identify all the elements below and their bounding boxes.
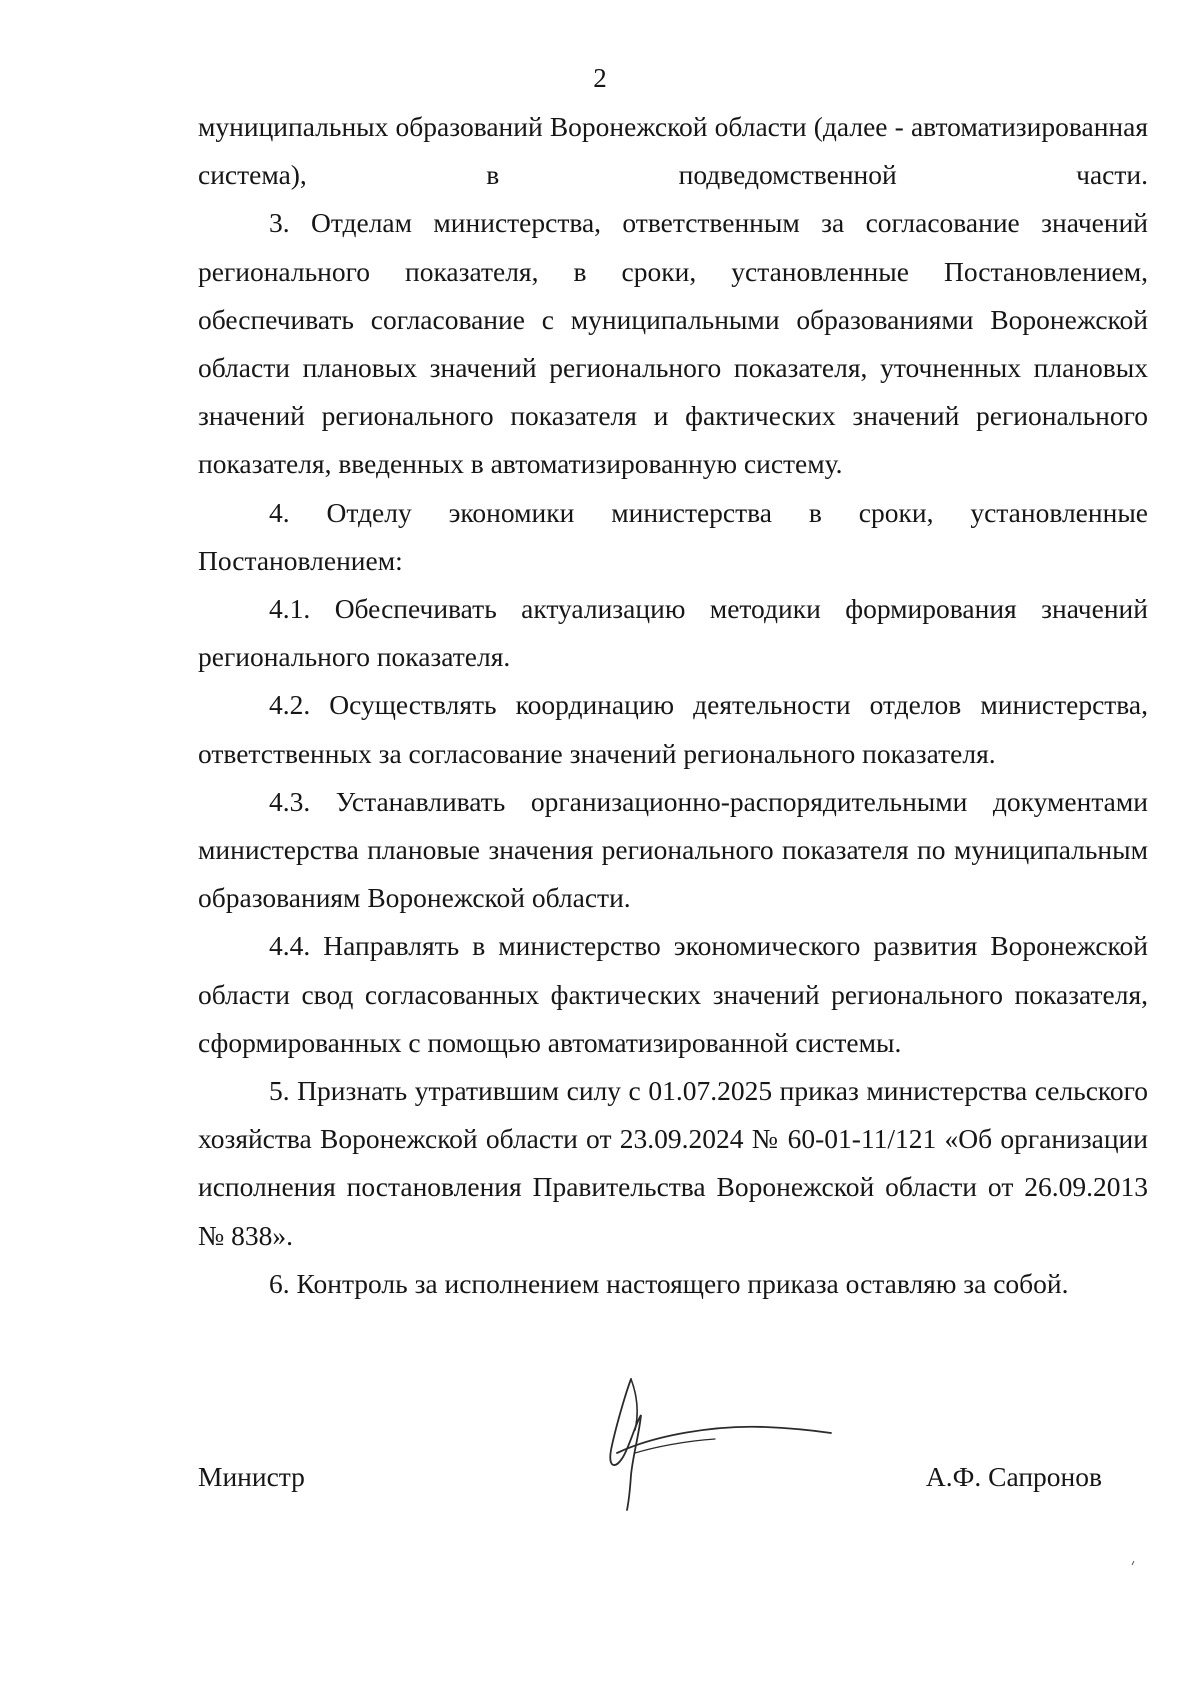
paragraph-item-4-3: 4.3. Устанавливать организационно-распорядительными документами министерства плановые значения регионального показателя по муниципальным образованиям Воронежской области. — [198, 785, 1148, 914]
paragraph-item-4-2: 4.2. Осуществлять координацию деятельности отделов министерства, ответственных за согласование значений регионального показателя. — [198, 689, 1148, 769]
paragraph-item-6: 6. Контроль за исполнением настоящего приказа оставляю за собой. — [269, 1267, 1069, 1299]
scan-speck — [1130, 1560, 1136, 1566]
paragraph-item-4: 4. Отделу экономики министерства в сроки, установленные Постановлением: — [198, 496, 1148, 576]
paragraph-text: муниципальных образований Воронежской области (далее - автоматизированная система), в подведомственной части. — [198, 111, 1148, 191]
signatory-position: Министр — [198, 1461, 305, 1492]
handwritten-signature — [595, 1375, 845, 1515]
document-body — [198, 103, 1148, 1308]
paragraph-item-4-1: 4.1. Обеспечивать актуализацию методики формирования значений регионального показателя. — [198, 593, 1148, 673]
paragraph-continuation-first-line — [198, 103, 1148, 199]
paragraph-item-3: 3. Отделам министерства, ответственным за согласование значений регионального показателя, в сроки, установленные Постановлением, обеспечивать согласование с муниципальными образованиями Воронежской области плановых значений регионального показателя, уточненных плановых значений регионального показателя и фактических значений регионального показателя, введенных в автоматизированную систему. — [198, 207, 1148, 480]
page-number: 2 — [593, 63, 607, 93]
paragraph-item-5: 5. Признать утратившим силу с 01.07.2025 приказ министерства сельского хозяйства Воронежской области от 23.09.2024 № 60-01-11/121 «Об организации исполнения постановления Правительства Воронежской области от 26.09.2013 № 838». — [198, 1075, 1148, 1251]
paragraph-item-4-4: 4.4. Направлять в министерство экономического развития Воронежской области свод согласованных фактических значений регионального показателя, сформированных с помощью автоматизированной системы. — [198, 930, 1148, 1058]
signatory-name: А.Ф. Сапронов — [925, 1461, 1102, 1492]
